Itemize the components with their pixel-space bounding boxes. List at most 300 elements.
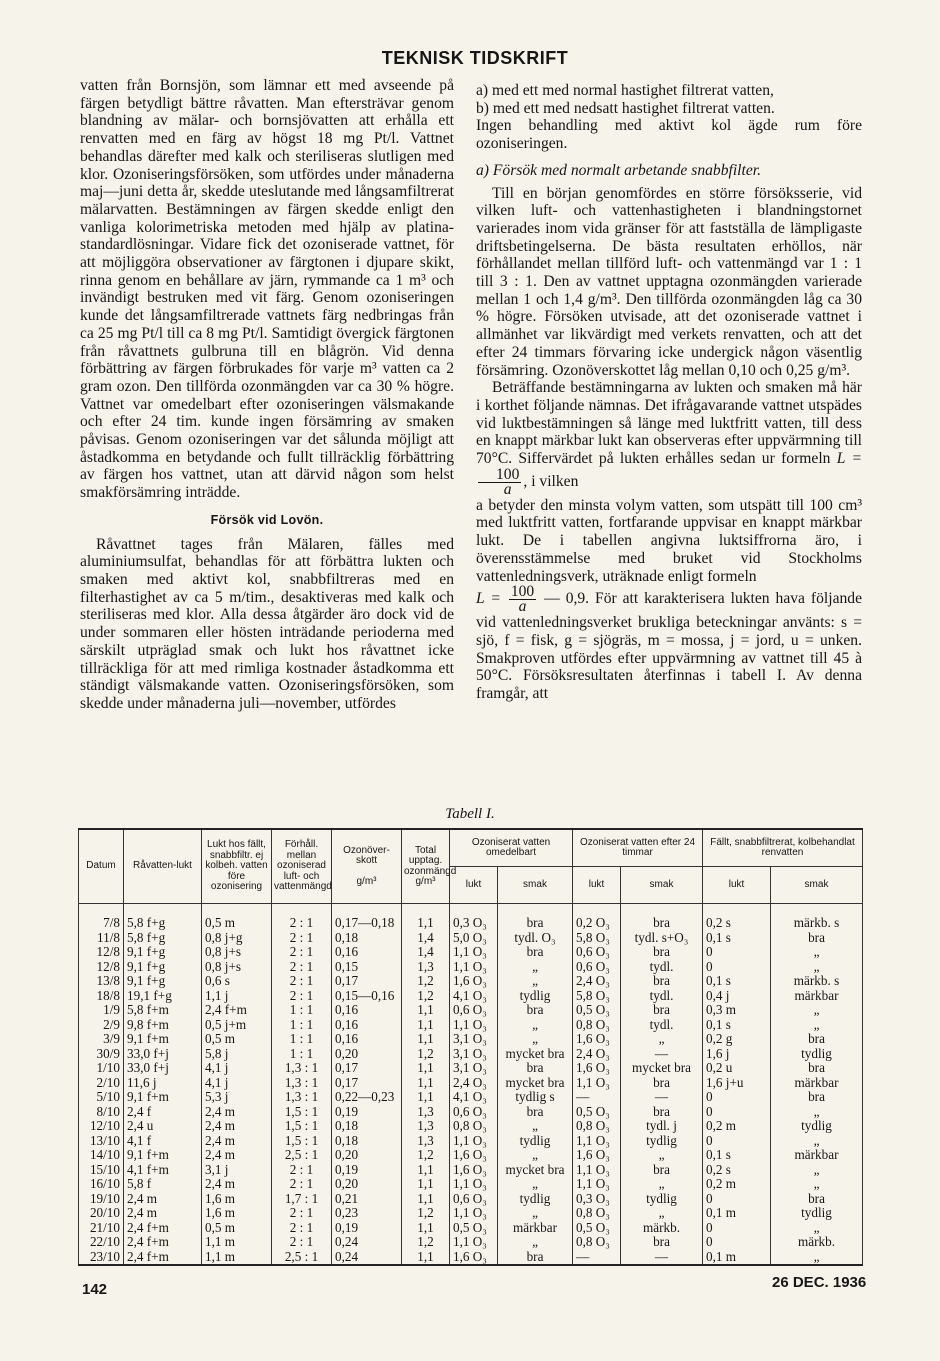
cell-total: 1,4 — [402, 931, 450, 946]
cell-datum: 3/9 — [79, 1032, 124, 1047]
cell-ozonoverskott: 0,16 — [332, 1032, 402, 1047]
cell-lukt-fore: 1,6 m — [202, 1192, 272, 1207]
cell-datum: 21/10 — [79, 1221, 124, 1236]
cell-total: 1,1 — [402, 1163, 450, 1178]
cell-forhallande: 1,5 : 1 — [272, 1134, 332, 1149]
table-row — [79, 945, 863, 960]
formula2-fraction — [509, 585, 536, 614]
cell-lukt-renvatten: 0 — [703, 1134, 771, 1149]
cell-forhallande: 2 : 1 — [272, 945, 332, 960]
cell-smak-renvatten: märkbar — [771, 1148, 863, 1163]
cell-total: 1,1 — [402, 1221, 450, 1236]
cell-total: 1,1 — [402, 1018, 450, 1033]
cell-smak-24h: tydl. — [621, 960, 703, 975]
cell-lukt-24h: 0,8 O₃ — [573, 1235, 621, 1250]
header-total — [402, 829, 457, 904]
cell-ravatten: 5,8 f+m — [124, 1003, 202, 1018]
cell-smak-renvatten: märkb. — [771, 1235, 863, 1250]
cell-smak-24h: bra — [621, 1235, 703, 1250]
cell-ozonoverskott: 0,24 — [332, 1235, 402, 1250]
table-body — [79, 904, 863, 1266]
cell-ravatten: 2,4 f — [124, 1105, 202, 1120]
cell-smak-24h: tydl. — [621, 989, 703, 1004]
cell-smak-renvatten: „ — [771, 1250, 863, 1266]
formula2-numerator: 100 — [510, 583, 535, 601]
right-column — [476, 82, 862, 703]
cell-lukt-fore: 0,5 m — [202, 904, 272, 931]
header-group-renvatten: Fällt, snabbfiltrerat, kolbehandlat renvatten — [703, 829, 863, 867]
header-ozonoverskott — [332, 829, 402, 904]
cell-lukt-24h: 0,5 O₃ — [573, 1105, 621, 1120]
table-row — [79, 1163, 863, 1178]
paragraph-lukt-text: Beträffande bestämningarna av lukten och smaken må här i korthet följande nämnas. Det ifrågavarande vattnet utspädes vid luktbestämningen så länge med luktfritt vatten, till dess en knappt märkbar lukt kan observeras efter uppvärmning till 70°C. Siffervärdet på lukten erhålles sedan ur formeln — [476, 379, 862, 468]
cell-forhallande: 2 : 1 — [272, 989, 332, 1004]
cell-lukt-renvatten: 0 — [703, 1090, 771, 1105]
cell-smak-omedelbart: tydlig — [498, 989, 573, 1004]
cell-ravatten: 2,4 f+m — [124, 1235, 202, 1250]
cell-ozonoverskott: 0,24 — [332, 1250, 402, 1266]
cell-lukt-omedelbart: 4,1 O₃ — [450, 1090, 498, 1105]
cell-smak-24h: tydl. j — [621, 1119, 703, 1134]
cell-ravatten: 9,1 f+g — [124, 974, 202, 989]
cell-lukt-fore: 0,5 j+m — [202, 1018, 272, 1033]
cell-total: 1,1 — [402, 1061, 450, 1076]
cell-datum: 14/10 — [79, 1148, 124, 1163]
cell-lukt-omedelbart: 0,6 O₃ — [450, 1192, 498, 1207]
cell-smak-24h: bra — [621, 1003, 703, 1018]
cell-forhallande: 2 : 1 — [272, 974, 332, 989]
cell-smak-renvatten: „ — [771, 1003, 863, 1018]
cell-ozonoverskott: 0,16 — [332, 1003, 402, 1018]
cell-lukt-renvatten: 0,1 s — [703, 1018, 771, 1033]
formula2-denominator: a — [518, 598, 527, 616]
cell-smak-omedelbart: „ — [498, 1235, 573, 1250]
cell-smak-24h: tydlig — [621, 1134, 703, 1149]
cell-smak-renvatten: „ — [771, 1177, 863, 1192]
cell-total: 1,4 — [402, 945, 450, 960]
cell-datum: 20/10 — [79, 1206, 124, 1221]
cell-lukt-fore: 3,1 j — [202, 1163, 272, 1178]
cell-ozonoverskott: 0,19 — [332, 1105, 402, 1120]
cell-lukt-fore: 2,4 m — [202, 1177, 272, 1192]
cell-lukt-24h: 0,6 O₃ — [573, 960, 621, 975]
cell-lukt-24h: — — [573, 1090, 621, 1105]
cell-lukt-24h: 1,1 O₃ — [573, 1177, 621, 1192]
cell-lukt-omedelbart: 5,0 O₃ — [450, 931, 498, 946]
cell-lukt-renvatten: 1,6 j+u — [703, 1076, 771, 1091]
cell-lukt-fore: 4,1 j — [202, 1076, 272, 1091]
cell-smak-renvatten: bra — [771, 931, 863, 946]
left-column — [80, 77, 454, 713]
cell-ravatten: 4,1 f — [124, 1134, 202, 1149]
cell-smak-24h: — — [621, 1090, 703, 1105]
cell-smak-renvatten: „ — [771, 1105, 863, 1120]
cell-lukt-omedelbart: 3,1 O₃ — [450, 1047, 498, 1062]
cell-smak-omedelbart: bra — [498, 904, 573, 931]
cell-ozonoverskott: 0,16 — [332, 945, 402, 960]
cell-lukt-renvatten: 0,2 s — [703, 904, 771, 931]
table-row — [79, 1221, 863, 1236]
table-row — [79, 1032, 863, 1047]
cell-lukt-omedelbart: 1,6 O₃ — [450, 1163, 498, 1178]
cell-lukt-omedelbart: 4,1 O₃ — [450, 989, 498, 1004]
cell-ravatten: 2,4 u — [124, 1119, 202, 1134]
issue-date: 26 DEC. 1936 — [772, 1274, 867, 1291]
cell-lukt-24h: — — [573, 1250, 621, 1266]
cell-smak-renvatten: tydlig — [771, 1047, 863, 1062]
cell-lukt-omedelbart: 1,1 O₃ — [450, 1018, 498, 1033]
cell-lukt-24h: 1,6 O₃ — [573, 1148, 621, 1163]
table-row — [79, 960, 863, 975]
cell-forhallande: 2 : 1 — [272, 960, 332, 975]
cell-smak-renvatten: bra — [771, 1192, 863, 1207]
header-lukt-hos: Lukt hos fällt, snabbfiltr. ej kolbeh. vatten före ozonisering — [202, 829, 272, 904]
cell-smak-24h: tydl. s+O₃ — [621, 931, 703, 946]
cell-total: 1,2 — [402, 974, 450, 989]
header-forhallande: Förhåll. mellan ozoniserad luft- och vattenmängd — [272, 829, 332, 904]
section-heading-a: a) Försök med normalt arbetande snabbfilter. — [476, 161, 761, 179]
cell-smak-omedelbart: mycket bra — [498, 1163, 573, 1178]
cell-ravatten: 5,8 f — [124, 1177, 202, 1192]
cell-lukt-renvatten: 0,1 m — [703, 1206, 771, 1221]
cell-smak-omedelbart: mycket bra — [498, 1076, 573, 1091]
cell-total: 1,1 — [402, 1003, 450, 1018]
cell-lukt-fore: 0,5 m — [202, 1032, 272, 1047]
formula2-after: — 0,9. För att karakterisera lukten hava följande vid vattenledningsverket brukliga beteckningar använts: s = sjö, f = fisk, g = sjögräs, m = mossa, j = jord, u = unken. Smakproven utfördes efter uppvärmning av vattnet till 45 à 50°C. Försöksresultaten återfinnas i tabell I. Av denna framgår, att — [476, 590, 863, 703]
cell-datum: 18/8 — [79, 989, 124, 1004]
cell-lukt-fore: 1,6 m — [202, 1206, 272, 1221]
cell-smak-24h: bra — [621, 904, 703, 931]
cell-lukt-renvatten: 0,2 u — [703, 1061, 771, 1076]
cell-lukt-omedelbart: 0,3 O₃ — [450, 904, 498, 931]
cell-lukt-24h: 1,6 O₃ — [573, 1032, 621, 1047]
cell-forhallande: 1 : 1 — [272, 1047, 332, 1062]
cell-smak-renvatten: „ — [771, 960, 863, 975]
cell-lukt-omedelbart: 1,1 O₃ — [450, 1177, 498, 1192]
cell-datum: 16/10 — [79, 1177, 124, 1192]
cell-lukt-fore: 2,4 m — [202, 1105, 272, 1120]
cell-lukt-fore: 2,4 f+m — [202, 1003, 272, 1018]
list-item-b: b) med ett med nedsatt hastighet filtrerat vatten. — [476, 99, 775, 117]
table-row — [79, 1119, 863, 1134]
page-number: 142 — [82, 1281, 108, 1298]
table-caption: Tabell I. — [445, 806, 495, 822]
formula-fraction — [478, 465, 521, 498]
cell-smak-24h: — — [621, 1250, 703, 1266]
table-row — [79, 1206, 863, 1221]
cell-lukt-omedelbart: 0,6 O₃ — [450, 1105, 498, 1120]
cell-lukt-renvatten: 1,6 j — [703, 1047, 771, 1062]
cell-lukt-renvatten: 0 — [703, 1235, 771, 1250]
cell-lukt-omedelbart: 0,5 O₃ — [450, 1221, 498, 1236]
cell-smak-24h: „ — [621, 1032, 703, 1047]
cell-total: 1,3 — [402, 1134, 450, 1149]
cell-datum: 7/8 — [79, 904, 124, 931]
cell-lukt-renvatten: 0 — [703, 945, 771, 960]
cell-forhallande: 1,5 : 1 — [272, 1105, 332, 1120]
cell-smak-renvatten: „ — [771, 1163, 863, 1178]
header-smak-1: smak — [498, 867, 573, 904]
cell-smak-omedelbart: „ — [498, 1032, 573, 1047]
cell-ozonoverskott: 0,16 — [332, 1018, 402, 1033]
cell-lukt-renvatten: 0,3 m — [703, 1003, 771, 1018]
cell-lukt-renvatten: 0 — [703, 1221, 771, 1236]
cell-ravatten: 9,1 f+m — [124, 1032, 202, 1047]
cell-total: 1,3 — [402, 1119, 450, 1134]
cell-datum: 1/10 — [79, 1061, 124, 1076]
cell-ozonoverskott: 0,18 — [332, 1119, 402, 1134]
cell-datum: 23/10 — [79, 1250, 124, 1266]
cell-forhallande: 1,3 : 1 — [272, 1076, 332, 1091]
cell-lukt-omedelbart: 3,1 O₃ — [450, 1061, 498, 1076]
header-group-24h: Ozoniserat vatten efter 24 timmar — [573, 829, 703, 867]
cell-datum: 1/9 — [79, 1003, 124, 1018]
cell-smak-renvatten: tydlig — [771, 1206, 863, 1221]
cell-lukt-fore: 1,1 m — [202, 1250, 272, 1266]
table-row — [79, 1076, 863, 1091]
cell-total: 1,3 — [402, 1105, 450, 1120]
cell-smak-24h: bra — [621, 1105, 703, 1120]
cell-lukt-renvatten: 0,2 s — [703, 1163, 771, 1178]
cell-ravatten: 5,8 f+g — [124, 931, 202, 946]
cell-smak-omedelbart: tydlig s — [498, 1090, 573, 1105]
cell-lukt-omedelbart: 2,4 O₃ — [450, 1076, 498, 1091]
cell-ravatten: 11,6 j — [124, 1076, 202, 1091]
cell-ravatten: 2,4 f+m — [124, 1250, 202, 1266]
header-lukt-3: lukt — [703, 867, 771, 904]
cell-ravatten: 9,1 f+g — [124, 960, 202, 975]
cell-lukt-fore: 0,8 j+s — [202, 945, 272, 960]
cell-lukt-24h: 0,6 O₃ — [573, 945, 621, 960]
cell-total: 1,1 — [402, 1192, 450, 1207]
cell-smak-renvatten: märkbar — [771, 989, 863, 1004]
cell-forhallande: 2,5 : 1 — [272, 1148, 332, 1163]
cell-lukt-24h: 1,6 O₃ — [573, 1061, 621, 1076]
cell-ozonoverskott: 0,22—0,23 — [332, 1090, 402, 1105]
cell-ozonoverskott: 0,17 — [332, 1076, 402, 1091]
header-ozonoverskott-unit: g/m³ — [356, 876, 377, 887]
cell-total: 1,1 — [402, 1250, 450, 1266]
table-row — [79, 1148, 863, 1163]
cell-lukt-renvatten: 0,2 m — [703, 1177, 771, 1192]
cell-datum: 2/9 — [79, 1018, 124, 1033]
cell-smak-renvatten: „ — [771, 1221, 863, 1236]
cell-lukt-renvatten: 0,1 m — [703, 1250, 771, 1266]
cell-smak-omedelbart: bra — [498, 1003, 573, 1018]
cell-smak-omedelbart: bra — [498, 1250, 573, 1266]
cell-smak-omedelbart: „ — [498, 1148, 573, 1163]
paragraph-bornsjon: vatten från Bornsjön, som lämnar ett med avseende på färgen betydligt bättre råvatten. Man eftersträvar genom blandning av mälar- och bornsjövatten att erhålla ett renvatten med en färg av högst 18 mg Pt/l. Vattnet behandlas därefter med kalk och steriliseras slutligen med klor. Ozoniseringsförsöken, som utfördes under månaderna maj—juni detta år, skedde uteslutande med långsamfiltrerat mälarvatten. Bestämningen av färgen skedde enligt den vanliga kolorimetriska metoden med hjälp av platina-standardlösningar. Vidare fick det ozoniserade vattnet, för att möjliggöra observationer av färgtonen i djupare skikt, rinna genom en behållare av järn, rymmande ca 1 m³ och invändigt bestruken med vit färg. Genom ozoniseringen kunde det långsamfiltrerade vattnets färg nedbringas från ca 25 mg Pt/l till ca 8 mg Pt/l. Samtidigt övergick färgtonen från råvattnets gulbruna till en blågrön. Vid denna förbättring av färgen förbrukades för varje m³ vatten ca 2 gram ozon. Den tillförda ozonmängden var ca 30 % högre. Vattnet var omedelbart efter ozoniseringen välsmakande och efter 24 tim. kunde ingen försämring av smaken påvisas. Genom ozoniseringen var det sålunda möjligt att åstadkomma en betydande och fullt tillräcklig förbättring av färgen hos vattnet, utan att därvid någon som helst smakförsämring inträdde. — [80, 77, 454, 502]
formula-2 — [476, 585, 862, 703]
cell-ozonoverskott: 0,18 — [332, 931, 402, 946]
cell-datum: 5/10 — [79, 1090, 124, 1105]
cell-lukt-omedelbart: 0,6 O₃ — [450, 1003, 498, 1018]
cell-lukt-24h: 5,8 O₃ — [573, 931, 621, 946]
cell-lukt-24h: 0,8 O₃ — [573, 1119, 621, 1134]
cell-forhallande: 1,3 : 1 — [272, 1061, 332, 1076]
paragraph-a-betyder: a betyder den minsta volym vatten, som utspätt till 100 cm³ med luktfritt vatten, fortfarande uppvisar en knappt märkbar lukt. De i tabellen angivna luktsiffrorna äro, i överensstämmelse med bruket vid Stockholms vattenledningsverk, uträknade enligt formeln — [476, 496, 862, 585]
table-row — [79, 1090, 863, 1105]
cell-lukt-omedelbart: 1,6 O₃ — [450, 1250, 498, 1266]
paragraph-forsoksserie: Till en början genomfördes en större försöksserie, vid vilken luft- och vattenhastigheten i blandningstornet varierades inom vida gränser för att fastställa de lämpligaste driftsbetingelserna. De bästa resultaten erhöllos, när förhållandet mellan tillförd luft- och vattenmängd var 1 : 1 till 3 : 1. Den av vattnet upptagna ozonmängden varierade mellan 1 och 1,4 g/m³. Den tillförda ozonmängden låg ca 30 % högre. Försöken utvisade, att det ozoniserade vattnet i allmänhet var likvärdigt med verkets renvatten, och att det efter 24 timmars förvaring icke undergick någon väsentlig försämring. Ozonöverskottet låg mellan 0,10 och 0,25 g/m³. — [476, 184, 862, 379]
cell-lukt-fore: 1,1 j — [202, 989, 272, 1004]
cell-forhallande: 2 : 1 — [272, 1177, 332, 1192]
table-row — [79, 1105, 863, 1120]
cell-smak-omedelbart: tydlig — [498, 1192, 573, 1207]
table-row — [79, 1177, 863, 1192]
cell-ravatten: 9,1 f+m — [124, 1090, 202, 1105]
cell-ravatten: 2,4 m — [124, 1206, 202, 1221]
cell-lukt-omedelbart: 1,6 O₃ — [450, 1148, 498, 1163]
cell-smak-24h: — — [621, 1047, 703, 1062]
cell-smak-renvatten: bra — [771, 1061, 863, 1076]
cell-ravatten: 19,1 f+g — [124, 989, 202, 1004]
cell-ozonoverskott: 0,15—0,16 — [332, 989, 402, 1004]
header-datum: Datum — [79, 829, 124, 904]
table-row — [79, 1134, 863, 1149]
cell-smak-omedelbart: bra — [498, 945, 573, 960]
cell-forhallande: 1,3 : 1 — [272, 1090, 332, 1105]
cell-smak-omedelbart: „ — [498, 960, 573, 975]
cell-smak-renvatten: bra — [771, 1090, 863, 1105]
header-total-unit: g/m³ — [415, 876, 436, 887]
cell-smak-omedelbart: „ — [498, 1119, 573, 1134]
formula-after: , i vilken — [523, 472, 579, 490]
cell-smak-24h: bra — [621, 1163, 703, 1178]
cell-lukt-24h: 2,4 O₃ — [573, 1047, 621, 1062]
cell-smak-renvatten: „ — [771, 1134, 863, 1149]
cell-smak-renvatten: „ — [771, 1018, 863, 1033]
table-row — [79, 1192, 863, 1207]
formula2-lhs: L = — [476, 590, 501, 608]
cell-ravatten: 9,8 f+m — [124, 1018, 202, 1033]
cell-smak-omedelbart: mycket bra — [498, 1047, 573, 1062]
formula-denominator: a — [503, 480, 512, 498]
cell-ozonoverskott: 0,19 — [332, 1221, 402, 1236]
header-ozonoverskott-label: Ozonöver-skott — [343, 844, 390, 866]
cell-lukt-omedelbart: 1,1 O₃ — [450, 1134, 498, 1149]
cell-smak-omedelbart: märkbar — [498, 1221, 573, 1236]
cell-lukt-24h: 5,8 O₃ — [573, 989, 621, 1004]
list-item-a: a) med ett med normal hastighet filtrerat vatten, — [476, 82, 774, 99]
cell-datum: 15/10 — [79, 1163, 124, 1178]
cell-smak-renvatten: märkb. s — [771, 974, 863, 989]
cell-smak-renvatten: märkb. s — [771, 904, 863, 931]
cell-lukt-renvatten: 0,2 m — [703, 1119, 771, 1134]
cell-smak-renvatten: „ — [771, 945, 863, 960]
cell-ravatten: 2,4 m — [124, 1192, 202, 1207]
header-total-label: Total upptag. ozonmängd — [404, 844, 457, 877]
cell-smak-24h: bra — [621, 1076, 703, 1091]
cell-lukt-renvatten: 0,1 s — [703, 931, 771, 946]
cell-ravatten: 33,0 f+j — [124, 1047, 202, 1062]
cell-forhallande: 2 : 1 — [272, 1163, 332, 1178]
cell-datum: 13/8 — [79, 974, 124, 989]
cell-lukt-24h: 0,2 O₃ — [573, 904, 621, 931]
cell-forhallande: 1 : 1 — [272, 1003, 332, 1018]
cell-total: 1,1 — [402, 1177, 450, 1192]
cell-lukt-24h: 0,5 O₃ — [573, 1003, 621, 1018]
cell-ravatten: 9,1 f+m — [124, 1148, 202, 1163]
cell-ozonoverskott: 0,20 — [332, 1047, 402, 1062]
cell-forhallande: 2 : 1 — [272, 904, 332, 931]
cell-ozonoverskott: 0,23 — [332, 1206, 402, 1221]
cell-lukt-omedelbart: 1,1 O₃ — [450, 960, 498, 975]
cell-smak-24h: bra — [621, 945, 703, 960]
cell-smak-renvatten: bra — [771, 1032, 863, 1047]
cell-datum: 13/10 — [79, 1134, 124, 1149]
cell-forhallande: 1,5 : 1 — [272, 1119, 332, 1134]
cell-lukt-renvatten: 0 — [703, 1192, 771, 1207]
cell-datum: 12/8 — [79, 960, 124, 975]
cell-lukt-24h: 1,1 O₃ — [573, 1163, 621, 1178]
cell-ozonoverskott: 0,20 — [332, 1148, 402, 1163]
paragraph-lukt — [476, 379, 862, 497]
table-row — [79, 931, 863, 946]
cell-smak-24h: tydl. — [621, 1018, 703, 1033]
cell-lukt-fore: 4,1 j — [202, 1061, 272, 1076]
cell-lukt-fore: 0,8 j+s — [202, 960, 272, 975]
cell-lukt-24h: 0,5 O₃ — [573, 1221, 621, 1236]
paragraph-intro: Ingen behandling med aktivt kol ägde rum före ozoniseringen. — [476, 117, 862, 153]
cell-lukt-fore: 2,4 m — [202, 1119, 272, 1134]
cell-lukt-omedelbart: 0,8 O₃ — [450, 1119, 498, 1134]
cell-lukt-omedelbart: 1,1 O₃ — [450, 1235, 498, 1250]
cell-ozonoverskott: 0,15 — [332, 960, 402, 975]
cell-lukt-fore: 0,8 j+g — [202, 931, 272, 946]
cell-smak-renvatten: märkbar — [771, 1076, 863, 1091]
cell-total: 1,2 — [402, 1206, 450, 1221]
cell-lukt-24h: 2,4 O₃ — [573, 974, 621, 989]
cell-total: 1,3 — [402, 960, 450, 975]
cell-forhallande: 2 : 1 — [272, 1235, 332, 1250]
header-ravatten: Råvatten-lukt — [124, 829, 202, 904]
cell-smak-omedelbart: bra — [498, 1061, 573, 1076]
cell-ozonoverskott: 0,17 — [332, 1061, 402, 1076]
cell-forhallande: 2 : 1 — [272, 931, 332, 946]
cell-forhallande: 2 : 1 — [272, 1206, 332, 1221]
cell-lukt-24h: 1,1 O₃ — [573, 1076, 621, 1091]
table-row — [79, 1018, 863, 1033]
cell-total: 1,2 — [402, 989, 450, 1004]
cell-lukt-24h: 0,8 O₃ — [573, 1206, 621, 1221]
cell-lukt-renvatten: 0 — [703, 1105, 771, 1120]
header-group-omedelbart: Ozoniserat vatten omedelbart — [450, 829, 573, 867]
formula-numerator: 100 — [478, 468, 521, 483]
cell-ozonoverskott: 0,18 — [332, 1134, 402, 1149]
cell-total: 1,1 — [402, 1076, 450, 1091]
cell-lukt-24h: 0,3 O₃ — [573, 1192, 621, 1207]
cell-smak-24h: tydlig — [621, 1192, 703, 1207]
cell-total: 1,2 — [402, 1047, 450, 1062]
cell-ravatten: 9,1 f+g — [124, 945, 202, 960]
cell-datum: 2/10 — [79, 1076, 124, 1091]
cell-ravatten: 5,8 f+g — [124, 904, 202, 931]
cell-lukt-renvatten: 0 — [703, 960, 771, 975]
cell-ozonoverskott: 0,17—0,18 — [332, 904, 402, 931]
section-heading-lovon: Försök vid Lovön. — [210, 512, 324, 527]
cell-lukt-renvatten: 0,1 s — [703, 974, 771, 989]
cell-forhallande: 2 : 1 — [272, 1221, 332, 1236]
cell-lukt-fore: 1,1 m — [202, 1235, 272, 1250]
table-row — [79, 1003, 863, 1018]
cell-ozonoverskott: 0,17 — [332, 974, 402, 989]
table-row — [79, 1235, 863, 1250]
cell-smak-omedelbart: „ — [498, 974, 573, 989]
header-lukt-1: lukt — [450, 867, 498, 904]
cell-smak-omedelbart: „ — [498, 1177, 573, 1192]
cell-datum: 12/8 — [79, 945, 124, 960]
